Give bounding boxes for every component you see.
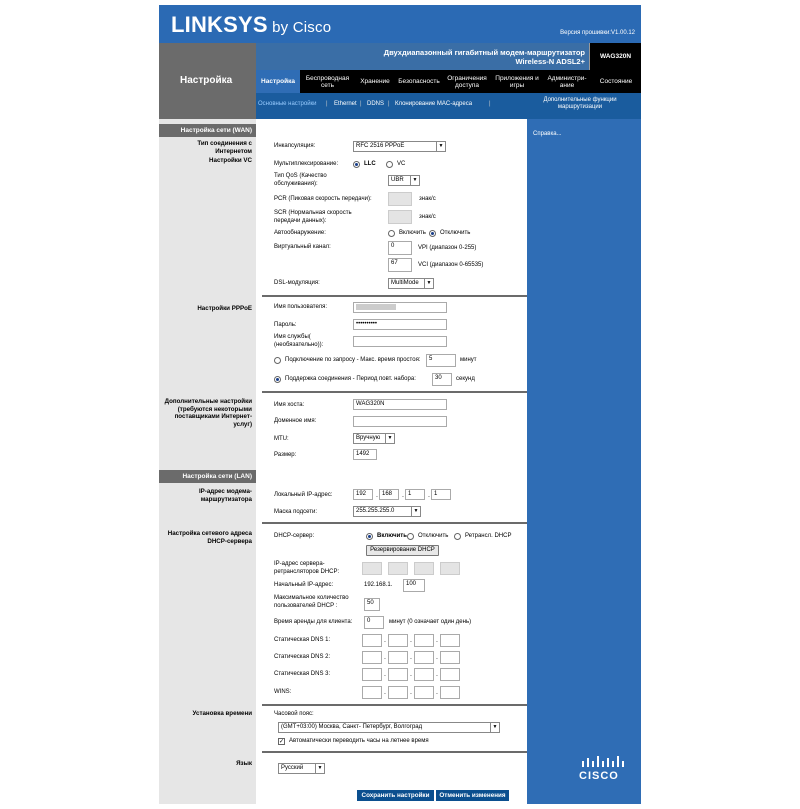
subtab-ddns[interactable]: DDNS [367,101,385,107]
tab-applications-gaming[interactable]: Приложения и игры [495,74,539,89]
relay-ip-octet-2[interactable] [388,562,408,575]
action-bar [256,788,527,804]
keepalive-label: Поддержка соединения - Период повт. набора: [285,376,416,382]
relay-ip-octet-3[interactable] [414,562,434,575]
language-label: Язык [236,760,252,767]
settings-form: Инкапсуляция: RFC 2516 PPPoE ▼ Мультиплексирование: LLC VC Тип QoS (Качество обслуживания): UBR ▼ PCR (Пиковая скорость передачи): знак/с SCR (Нормальная скорость передачи данных): знак/с Автообнаружение: Включить Отключить Виртуальный канал: 0 VPI (диапазон 0-255) 67 VCI (диапазон 0-65535) DSL-модуляция: MultiMode ▼ Имя пользователя: Пароль: •••••••••• Имя службы( (необязательно)): Подключение по запросу - Макс. время простоя: 5 минут Поддержка соединения - Период повт. набора: 30 секунд Имя хоста: WAG320N Доменное имя: MTU: Вручную ▼ Размер: 1492 Локальный IP-адрес: 192 . 168 . 1 . 1 Маска подсети: 255.255.255.0 ▼ DHCP-сервер: Включить Отключить Ретрансл. DHCP Резервирование DHCP IP-адрес сервера-ретрансляторов DHCP: Начальный IP-адрес: 192.168.1. 100 Максимальное количество пользователей DHCP : 50 Время аренды для клиента: 0 минут (0 означает один день) Статическая DNS 1: . . . Статическая DNS 2: . . . Статическая DNS 3: . . . WINS: . . . Часовой пояс: (GMT+03:00) Москва, Санкт- Петербург, Волгоград ▼ ✓ Автоматически переводить часы на летнее время Русский ▼ Сохранить настройки Отменить изменения [256,119,527,804]
chevron-down-icon: ▼ [410,176,419,185]
mux-llc-radio[interactable] [353,161,360,168]
dhcp-relay-radio[interactable] [454,533,461,540]
dns2-octet-4[interactable] [440,651,460,664]
wins-octet-4[interactable] [440,686,460,699]
service-name-input[interactable] [353,336,447,347]
cisco-bridge-icon [581,756,627,768]
pcr-input[interactable] [388,192,412,206]
encap-label: Инкапсуляция: [274,143,316,149]
wins-octet-2[interactable] [388,686,408,699]
mux-label: Мультиплексирование: [274,161,339,167]
ip-octet-1[interactable]: 192 [353,489,373,500]
mux-llc-label: LLC [364,161,376,167]
chevron-down-icon: ▼ [490,723,499,732]
scr-label: SCR (Нормальная скорость передачи данных): [274,210,352,224]
subtab-ethernet[interactable]: Ethernet [334,101,357,107]
separator [262,522,527,524]
chevron-down-icon: ▼ [424,279,433,288]
relay-ip-octet-1[interactable] [362,562,382,575]
timezone-select[interactable]: (GMT+03:00) Москва, Санкт- Петербург, Волгоград ▼ [278,722,500,733]
dns3-label: Статическая DNS 3: [274,671,331,677]
dns2-octet-2[interactable] [388,651,408,664]
tab-setup[interactable]: Настройка [256,70,300,93]
vci-hint: VCI (диапазон 0-65535) [418,262,484,268]
linksys-logo: LINKSYS by Cisco [171,12,332,37]
dhcp-on-label: Включить [377,533,407,539]
auto-off-radio[interactable] [429,230,436,237]
hostname-label: Имя хоста: [274,402,305,408]
scr-input[interactable] [388,210,412,224]
auto-on-radio[interactable] [388,230,395,237]
auto-detect-label: Автообнаружение: [274,230,326,236]
lan-section-header: Настройка сети (LAN) [159,470,256,483]
cancel-changes-button[interactable]: Отменить изменения [436,790,509,801]
header-bar [159,5,641,43]
dhcp-server-label: DHCP-сервер: [274,533,315,539]
dns3-octet-4[interactable] [440,668,460,681]
pppoe-settings-label: Настройки PPPoE [197,305,252,312]
dhcp-reservation-button[interactable]: Резервирование DHCP [366,545,439,556]
subtab-advanced-routing[interactable]: Дополнительные функции маршрутизации [543,97,617,110]
ondemand-input[interactable]: 5 [426,354,456,367]
encap-select[interactable]: RFC 2516 PPPoE ▼ [353,141,446,152]
domain-label: Доменное имя: [274,418,317,424]
product-bar [256,43,641,70]
dns1-octet-3[interactable] [414,634,434,647]
keepalive-radio[interactable] [274,376,281,383]
lease-time-input[interactable]: 0 [364,616,384,629]
separator [262,704,527,706]
pcr-label: PCR (Пиковая скорость передачи): [274,196,372,202]
mux-vc-label: VC [397,161,406,167]
dst-label: Автоматически переводить часы на летнее время [289,738,429,744]
dns1-octet-1[interactable] [362,634,382,647]
time-settings-label: Установка времени [192,710,252,717]
separator [262,391,527,393]
tab-access-restrictions[interactable]: Ограничения доступа [447,74,487,89]
dhcp-off-radio[interactable] [407,533,414,540]
tab-storage[interactable]: Хранение [360,78,390,85]
help-panel [527,119,641,804]
dns1-octet-4[interactable] [440,634,460,647]
vci-input[interactable]: 67 [388,258,412,272]
dns3-octet-3[interactable] [414,668,434,681]
subnet-mask-select[interactable]: 255.255.255.0 ▼ [353,506,421,517]
subtab-mac-clone[interactable]: Клонирование MAC-адреса [395,101,473,107]
help-link[interactable]: Справка... [533,131,562,137]
max-users-label: Максимальное количество пользователей DHCP : [274,595,349,609]
password-label: Пароль: [274,322,297,328]
product-name: Двухдиапазонный гигабитный модем-маршрутизатор Wireless-N ADSL2+ [383,48,585,66]
router-admin-page [159,5,641,804]
scr-unit: знак/с [419,214,436,220]
timezone-label: Часовой пояс: [274,711,314,717]
subnet-mask-label: Маска подсети: [274,509,318,515]
lease-time-hint: минут (0 означает один день) [389,619,472,625]
chevron-down-icon: ▼ [436,142,445,151]
vpi-input[interactable]: 0 [388,241,412,255]
save-settings-button[interactable]: Сохранить настройки [357,790,434,801]
vc-label: Виртуальный канал: [274,244,331,250]
username-label: Имя пользователя: [274,304,328,310]
ondemand-unit: минут [460,357,477,363]
tab-security[interactable]: Безопасность [398,78,440,85]
ondemand-radio[interactable] [274,357,281,364]
language-select[interactable]: Русский ▼ [278,763,325,774]
relay-ip-octet-4[interactable] [440,562,460,575]
vpi-hint: VPI (диапазон 0-255) [418,245,477,251]
auto-off-label: Отключить [440,230,471,236]
dhcp-on-radio[interactable] [366,533,373,540]
dhcp-off-label: Отключить [418,533,449,539]
pcr-unit: знак/с [419,196,436,202]
separator [262,295,527,297]
local-ip-label: Локальный IP-адрес: [274,492,333,498]
keepalive-unit: секунд [456,376,475,382]
keepalive-input[interactable]: 30 [432,373,452,386]
chevron-down-icon: ▼ [385,434,394,443]
chevron-down-icon: ▼ [411,507,420,516]
chevron-down-icon: ▼ [315,764,324,773]
start-ip-label: Начальный IP-адрес: [274,582,334,588]
dns3-octet-2[interactable] [388,668,408,681]
router-ip-label: IP-адрес модема-маршрутизатора [198,488,252,503]
tab-status[interactable]: Состояние [599,78,633,85]
subtab-basic[interactable]: Основные настройки [258,101,317,107]
mtu-label: MTU: [274,436,289,442]
dns2-octet-3[interactable] [414,651,434,664]
dhcp-relay-label: Ретрансл. DHCP [465,533,512,539]
page-title: Настройка [180,75,233,86]
dns2-octet-1[interactable] [362,651,382,664]
dsl-label: DSL-модуляция: [274,280,320,286]
extra-settings-label: Дополнительные настройки (требуются некоторыми поставщиками Интернет-услуг) [164,398,252,428]
conn-type-label: Тип соединения с Интернетом [197,140,252,155]
dns2-label: Статическая DNS 2: [274,654,331,660]
wins-label: WINS: [274,689,292,695]
dst-checkbox[interactable]: ✓ [279,739,285,745]
hostname-input[interactable]: WAG320N [353,399,447,410]
mux-vc-radio[interactable] [386,161,393,168]
qos-label: Тип QoS (Качество обслуживания): [274,173,327,187]
ip-octet-3[interactable]: 1 [405,489,425,500]
username-input[interactable] [353,302,447,313]
max-users-input[interactable]: 50 [364,598,380,611]
vc-settings-label: Настройки VC [209,157,252,164]
ip-octet-4[interactable]: 1 [431,489,451,500]
dns1-octet-2[interactable] [388,634,408,647]
dsl-select[interactable]: MultiMode ▼ [388,278,434,289]
start-ip-input[interactable]: 100 [403,579,425,592]
size-input[interactable]: 1492 [353,449,377,460]
service-name-label: Имя службы( (необязательно)): [274,334,324,348]
tab-administration[interactable]: Администри-ание [547,74,587,89]
separator [262,751,527,753]
firmware-version: Версия прошивки:V1.00.12 [560,30,635,36]
cisco-logo: CISCO [579,770,619,782]
relay-ip-label: IP-адрес сервера-ретрансляторов DHCP: [274,561,340,575]
wins-octet-3[interactable] [414,686,434,699]
main-tabs [256,70,641,93]
sub-tabs: Основные настройки | Ethernet | DDNS | Клонирование MAC-адреса | Дополнительные функции маршрутизации [256,93,641,119]
dns1-label: Статическая DNS 1: [274,637,331,643]
tab-wireless[interactable]: Беспроводная сеть [305,74,350,89]
ip-octet-2[interactable]: 168 [379,489,399,500]
password-input[interactable]: •••••••••• [353,319,447,330]
start-ip-prefix: 192.168.1. [364,582,393,588]
model-name: WAG320N [589,43,641,70]
wins-octet-1[interactable] [362,686,382,699]
wan-section-header: Настройка сети (WAN) [159,124,256,137]
ondemand-label: Подключение по запросу - Макс. время простоя: [285,357,421,363]
qos-select[interactable]: UBR ▼ [388,175,420,186]
mtu-select[interactable]: Вручную ▼ [353,433,395,444]
auto-on-label: Включить [399,230,426,236]
size-label: Размер: [274,452,297,458]
section-header [159,43,256,119]
dns3-octet-1[interactable] [362,668,382,681]
left-label-column [159,119,256,804]
domain-input[interactable] [353,416,447,427]
lease-time-label: Время аренды для клиента: [274,619,353,625]
dhcp-settings-label: Настройка сетевого адреса DHCP-сервера [167,530,252,545]
